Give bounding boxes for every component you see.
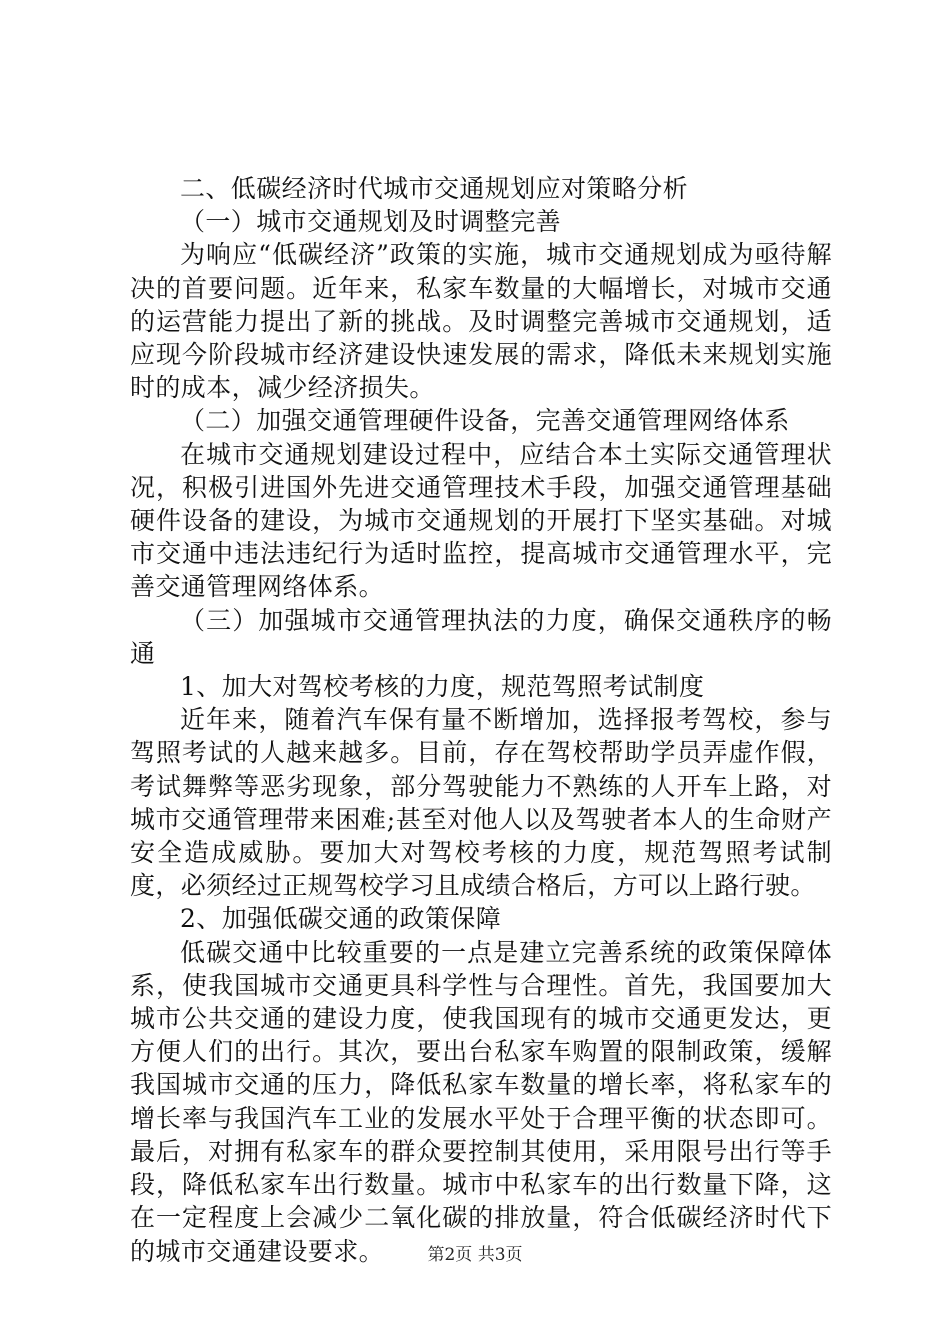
- item-heading-2: 2、加强低碳交通的政策保障: [180, 904, 502, 934]
- subheading-2: （二）加强交通管理硬件设备，完善交通管理网络体系: [180, 406, 790, 436]
- section-heading-2: 二、低碳经济时代城市交通规划应对策略分析: [180, 174, 689, 203]
- subheading-3: （三）加强城市交通管理执法的力度，确保交通秩序的畅通: [130, 605, 832, 668]
- item-heading-1: 1、加大对驾校考核的力度，规范驾照考试制度: [180, 672, 705, 702]
- paragraph-2: 在城市交通规划建设过程中，应结合本土实际交通管理状况，积极引进国外先进交通管理技术手段，加强交通管理基础硬件设备的建设，为城市交通规划的开展打下坚实基础。对城市交通中违法违纪行为适时监控，提高城市交通管理水平，完善交通管理网络体系。: [130, 439, 832, 602]
- subheading-1: （一）城市交通规划及时调整完善: [180, 207, 562, 237]
- document-body: [130, 172, 832, 1268]
- paragraph-1: 为响应“低碳经济”政策的实施，城市交通规划成为亟待解决的首要问题。近年来，私家车数量的大幅增长，对城市交通的运营能力提出了新的挑战。及时调整完善城市交通规划，适应现今阶段城市经济建设快速发展的需求，降低未来规划实施时的成本，减少经济损失。: [130, 240, 832, 403]
- paragraph-4: 低碳交通中比较重要的一点是建立完善系统的政策保障体系，使我国城市交通更具科学性与合理性。首先，我国要加大城市公共交通的建设力度，使我国现有的城市交通更发达，更方便人们的出行。其次，要出台私家车购置的限制政策，缓解我国城市交通的压力，降低私家车数量的增长率，将私家车的增长率与我国汽车工业的发展水平处于合理平衡的状态即可。最后，对拥有私家车的群众要控制其使用，采用限号出行等手段，降低私家车出行数量。城市中私家车的出行数量下降，这在一定程度上会减少二氧化碳的排放量，符合低碳经济时代下的城市交通建设要求。: [130, 937, 832, 1266]
- page-number-footer: 第2页 共3页: [427, 1245, 523, 1265]
- paragraph-3: 近年来，随着汽车保有量不断增加，选择报考驾校，参与驾照考试的人越来越多。目前，存在驾校帮助学员弄虚作假，考试舞弊等恶劣现象，部分驾驶能力不熟练的人开车上路，对城市交通管理带来困难;甚至对他人以及驾驶者本人的生命财产安全造成威胁。要加大对驾校考核的力度，规范驾照考试制度，必须经过正规驾校学习且成绩合格后，方可以上路行驶。: [130, 705, 832, 901]
